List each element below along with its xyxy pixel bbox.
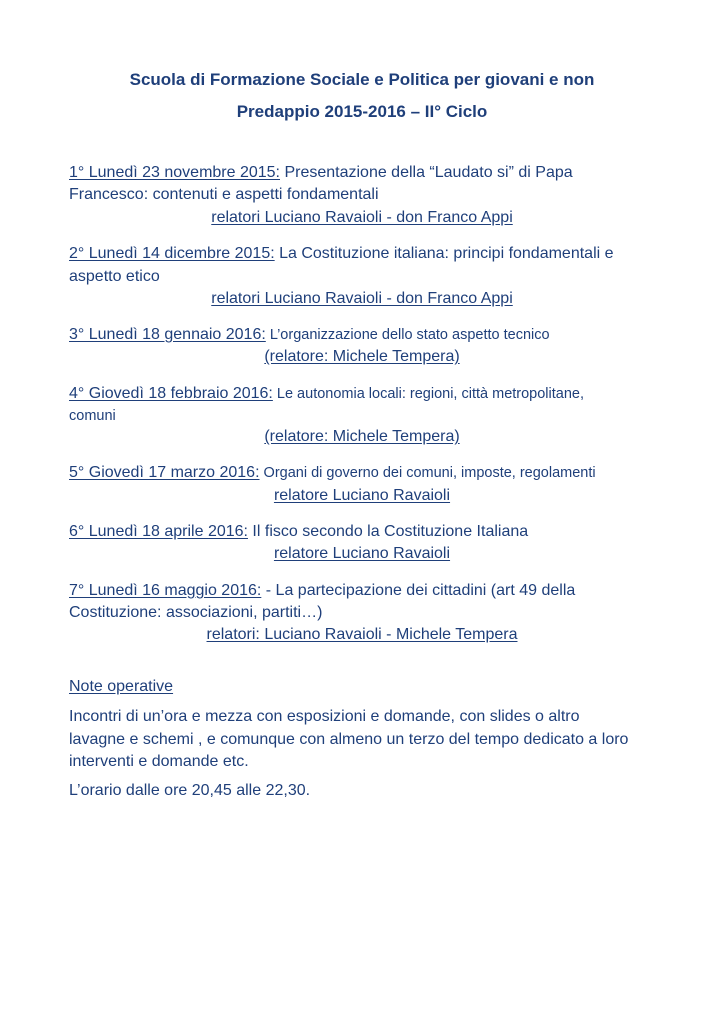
event-6 [69, 523, 528, 541]
event-2-date: 2° Lunedì 14 dicembre 2015: [69, 245, 275, 262]
event-1-date: 1° Lunedì 23 novembre 2015: [69, 164, 280, 181]
event-5-topic: Organi di governo dei comuni, imposte, regolamenti [259, 465, 596, 481]
event-2-topic: La Costituzione italiana: principi fondamentali e [274, 245, 614, 262]
notes-line-3: interventi e domande etc. [69, 753, 249, 770]
document-title: Scuola di Formazione Sociale e Politica per giovani e non [129, 70, 595, 89]
notes-line-1: Incontri di un’ora e mezza con esposizioni e domande, con slides o altro [69, 708, 580, 725]
event-7-topic-cont: Costituzione: associazioni, partiti…) [69, 604, 323, 621]
event-2 [69, 245, 614, 263]
event-6-speakers: relatore Luciano Ravaioli [273, 545, 451, 562]
event-3-topic: L’organizzazione dello stato aspetto tecnico [265, 327, 550, 343]
event-4 [69, 385, 584, 403]
event-1 [69, 164, 573, 182]
event-1-speakers: relatori Luciano Ravaioli - don Franco Appi [211, 209, 513, 226]
event-3-date: 3° Lunedì 18 gennaio 2016: [69, 326, 266, 343]
notes-heading: Note operative [69, 678, 174, 695]
event-7-topic: - La partecipazione dei cittadini (art 49 della [261, 582, 576, 599]
event-5 [69, 464, 596, 482]
event-1-topic: Presentazione della “Laudato si” di Papa [280, 164, 573, 181]
event-1-topic-cont: Francesco: contenuti e aspetti fondamentali [69, 186, 379, 203]
event-4-topic-cont: comuni [69, 408, 116, 424]
event-5-speakers: relatore Luciano Ravaioli [273, 487, 451, 504]
event-2-speakers: relatori Luciano Ravaioli - don Franco Appi [211, 290, 513, 307]
event-4-topic: Le autonomia locali: regioni, città metropolitane, [272, 386, 584, 402]
notes-schedule: L’orario dalle ore 20,45 alle 22,30. [69, 782, 311, 799]
event-6-topic: Il fisco secondo la Costituzione Italiana [247, 523, 529, 540]
notes-line-2: lavagne e schemi , e comunque con almeno un terzo del tempo dedicato a loro [69, 731, 629, 748]
event-7 [69, 582, 575, 600]
event-6-date: 6° Lunedì 18 aprile 2016: [69, 523, 248, 540]
event-4-speakers: (relatore: Michele Tempera) [264, 428, 460, 445]
event-3-speakers: (relatore: Michele Tempera) [264, 348, 460, 365]
event-4-date: 4° Giovedì 18 febbraio 2016: [69, 385, 273, 402]
event-5-date: 5° Giovedì 17 marzo 2016: [69, 464, 260, 481]
document-subtitle: Predappio 2015-2016 – II° Ciclo [236, 102, 488, 121]
event-2-topic-cont: aspetto etico [69, 268, 160, 285]
event-7-speakers: relatori: Luciano Ravaioli - Michele Tempera [206, 626, 518, 643]
event-3 [69, 326, 550, 344]
event-7-date: 7° Lunedì 16 maggio 2016: [69, 582, 262, 599]
